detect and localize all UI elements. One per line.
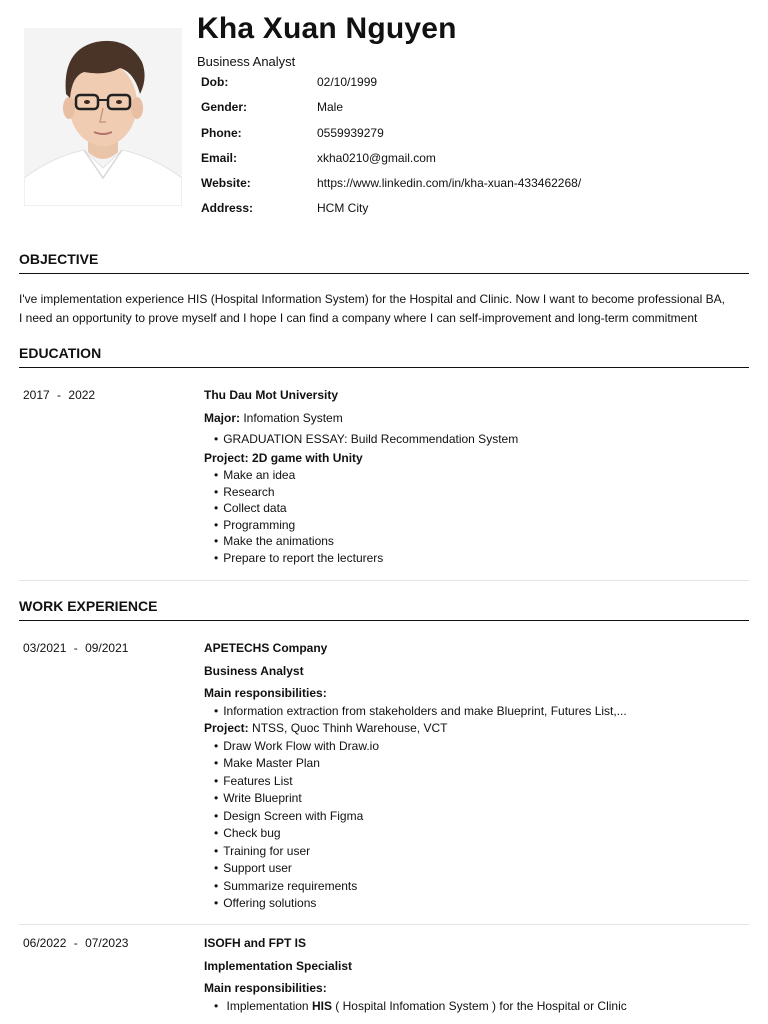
resp-text: Implementation	[226, 998, 309, 1013]
education-project	[204, 451, 749, 469]
date-start: 06/2022	[23, 936, 67, 950]
responsibilities-label	[204, 686, 749, 704]
list-item: • Features List	[204, 774, 749, 792]
list-item: • GRADUATION ESSAY: Build Recommendation System	[204, 432, 749, 451]
job-position: Business Analyst	[204, 663, 304, 678]
info-value: 0559939279	[317, 125, 384, 140]
job-position: Implementation Specialist	[204, 958, 353, 973]
info-label: Dob:	[201, 75, 229, 89]
info-label: Gender:	[201, 100, 248, 115]
profile-photo	[24, 28, 182, 206]
info-value: HCM City	[317, 201, 369, 216]
major	[204, 411, 749, 432]
info-label: Website:	[201, 176, 251, 191]
responsibilities-heading: Main responsibilities:	[204, 686, 327, 700]
list-item: • Offering solutions	[204, 896, 749, 914]
list-item: • Make Master Plan	[204, 756, 749, 774]
info-value: 02/10/1999	[317, 75, 378, 89]
major-value: Infomation System	[243, 410, 343, 425]
company-name: APETECHS Company	[204, 641, 328, 655]
list-item: • Collect data	[204, 501, 749, 518]
resp-highlight: HIS	[311, 998, 332, 1013]
info-row-phone	[201, 126, 741, 151]
work-heading: WORK EXPERIENCE	[19, 598, 749, 621]
list-item: • Support user	[204, 861, 749, 879]
project-value: 2D game with Unity	[252, 450, 363, 465]
info-value: Male	[317, 100, 344, 115]
resp-text: ( Hospital Infomation System ) for the Hospital or Clinic	[335, 998, 627, 1013]
info-label: Address:	[201, 201, 254, 216]
list-item: • Write Blueprint	[204, 791, 749, 809]
objective-line: I need an opportunity to prove myself and I hope I can find a company where I can self-improvement and long-term commitment	[19, 310, 698, 325]
project-value: NTSS, Quoc Thinh Warehouse, VCT	[252, 721, 448, 735]
info-row-website	[201, 176, 741, 201]
list-item: • Check bug	[204, 826, 749, 844]
objective-line: I've implementation experience HIS (Hospital Information System) for the Hospital and Clinic. Now I want to become professional BA,	[19, 292, 725, 306]
date-end: 09/2021	[85, 641, 129, 655]
list-item: • Draw Work Flow with Draw.io	[204, 739, 749, 757]
date-start: 03/2021	[23, 641, 67, 655]
education-dates	[23, 388, 95, 402]
list-item: • Programming	[204, 518, 749, 535]
list-item: • Summarize requirements	[204, 879, 749, 897]
objective-heading: OBJECTIVE	[19, 251, 749, 274]
profile-photo-illustration	[24, 28, 182, 206]
job-details	[204, 936, 749, 1016]
info-row-email	[201, 151, 741, 176]
major-label: Major:	[204, 410, 240, 425]
list-item: • Information extraction from stakeholders and make Blueprint, Futures List,...	[204, 704, 749, 722]
candidate-name: Kha Xuan Nguyen	[197, 12, 457, 45]
info-label: Email:	[201, 150, 238, 165]
website-link[interactable]: https://www.linkedin.com/in/kha-xuan-433462268/	[317, 176, 582, 191]
date-end: 07/2023	[85, 936, 129, 950]
info-row-gender	[201, 100, 741, 125]
list-item: • Make an idea	[204, 468, 749, 485]
project-label: Project:	[204, 721, 249, 735]
list-item: • Research	[204, 485, 749, 502]
responsibilities-heading: Main responsibilities:	[204, 981, 327, 995]
list-item: • Design Screen with Figma	[204, 809, 749, 827]
date-separator: -	[57, 388, 62, 402]
candidate-role: Business Analyst	[197, 54, 296, 69]
email-link[interactable]: xkha0210@gmail.com	[317, 150, 436, 165]
divider	[19, 580, 749, 581]
info-label: Phone:	[201, 125, 242, 140]
list-item: • Prepare to report the lecturers	[204, 551, 749, 568]
job-dates	[23, 641, 128, 655]
objective-text	[19, 290, 754, 327]
list-item: • Make the animations	[204, 534, 749, 551]
responsibilities-label	[204, 981, 749, 999]
date-end: 2022	[68, 388, 96, 402]
personal-info	[201, 75, 741, 227]
info-row-dob	[201, 75, 741, 100]
list-item	[204, 999, 749, 1017]
info-row-address	[201, 201, 741, 226]
job-dates	[23, 936, 128, 950]
date-start: 2017	[23, 388, 50, 402]
date-separator: -	[73, 641, 78, 655]
school-name: Thu Dau Mot University	[204, 388, 339, 402]
project-label: Project:	[204, 450, 249, 465]
list-item: • Training for user	[204, 844, 749, 862]
job-details	[204, 641, 749, 914]
date-separator: -	[73, 936, 78, 950]
education-heading: EDUCATION	[19, 345, 749, 368]
job-project	[204, 721, 749, 739]
company-name: ISOFH and FPT IS	[204, 936, 307, 950]
divider	[19, 924, 749, 925]
education-details	[204, 388, 749, 568]
